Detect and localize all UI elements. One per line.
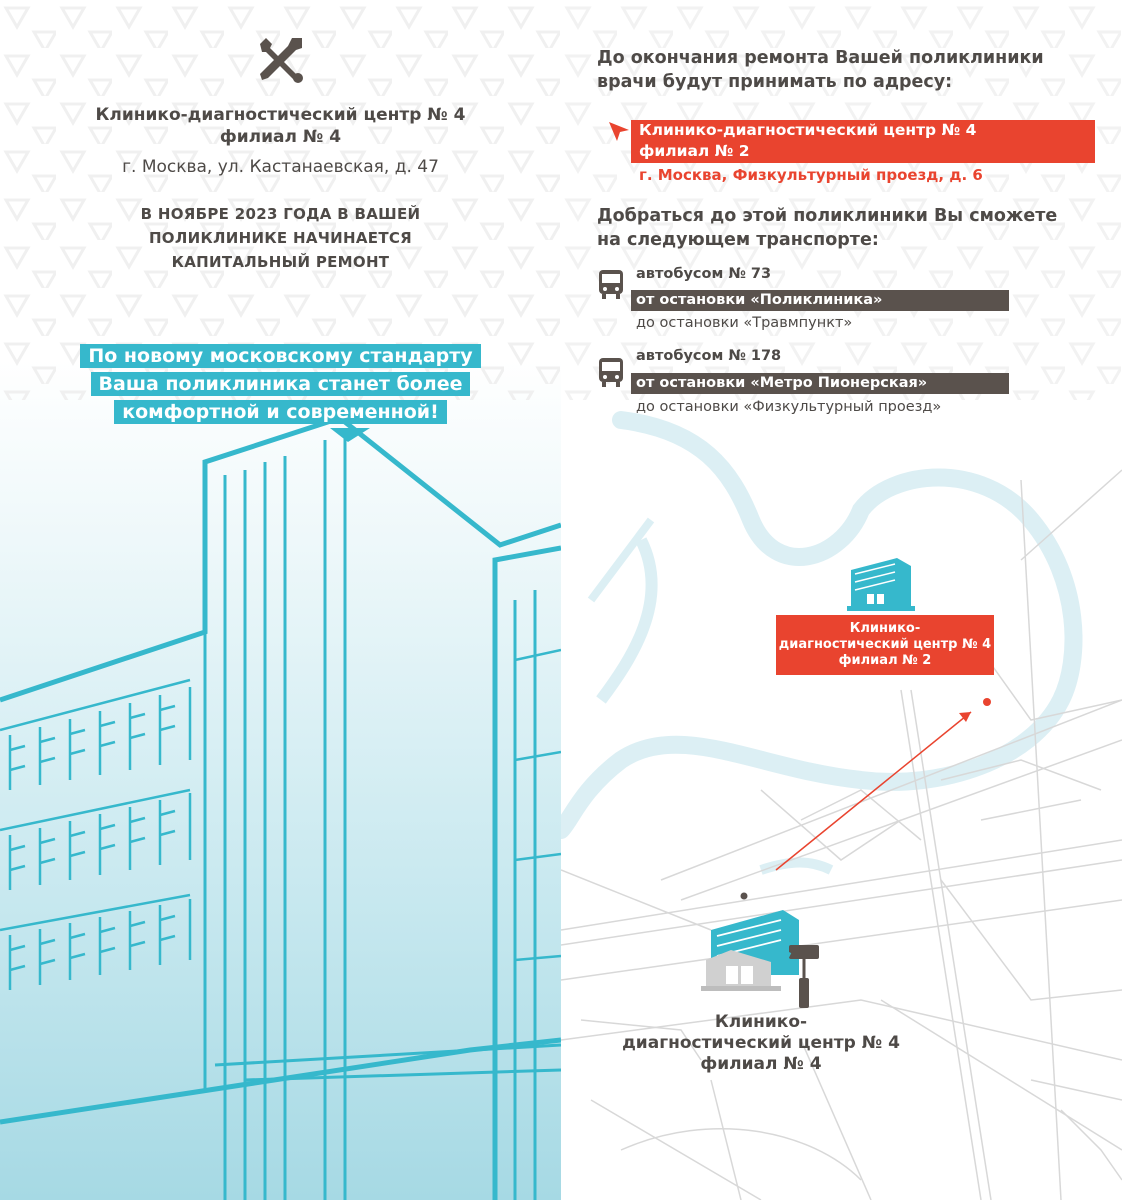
bus2-from: от остановки «Метро Пионерская» <box>631 373 1009 394</box>
clinic-title-line2: филиал № 4 <box>219 127 342 147</box>
transport-line2: на следующем транспорте: <box>597 230 879 250</box>
standard-callout <box>0 342 561 426</box>
route-line <box>776 712 971 870</box>
callout-line1: По новому московскому стандарту <box>80 344 480 368</box>
building-icon <box>847 558 915 611</box>
bus2-route: автобусом № 178 <box>636 348 782 364</box>
clinic-title-line1: Клинико-диагностический центр № 4 <box>95 105 466 125</box>
clinic-title <box>0 104 561 148</box>
clinic-address: г. Москва, ул. Кастанаевская, д. 47 <box>122 157 439 177</box>
paint-roller-icon <box>701 910 819 1008</box>
bus2-to: до остановки «Физкультурный проезд» <box>636 399 942 415</box>
transport-line1: Добраться до этой поликлиники Вы сможете <box>597 206 1058 226</box>
intro-line2: врачи будут принимать по адресу: <box>597 72 953 92</box>
repair-notice-line2: ПОЛИКЛИНИКЕ НАЧИНАЕТСЯ <box>148 229 413 247</box>
callout-pointer <box>330 428 370 444</box>
callout-line2: Ваша поликлиника станет более <box>91 372 471 396</box>
map-target-label <box>776 615 994 675</box>
target-address: г. Москва, Физкультурный проезд, д. 6 <box>639 166 983 184</box>
map-current-line2: диагностический центр № 4 <box>622 1033 900 1053</box>
target-clinic-line1: Клинико-диагностический центр № 4 <box>639 121 977 139</box>
repair-notice-line3: КАПИТАЛЬНЫЙ РЕМОНТ <box>171 253 390 271</box>
map-target-line3: филиал № 2 <box>838 653 932 668</box>
map-target-line2: диагностический центр № 4 <box>778 637 992 652</box>
bus1-route: автобусом № 73 <box>636 266 772 282</box>
bus1-from: от остановки «Поликлиника» <box>631 290 1009 311</box>
map-target-line1: Клинико- <box>849 621 921 636</box>
right-panel <box>561 0 1122 1200</box>
current-marker <box>741 893 748 900</box>
wrench-screwdriver-icon <box>254 34 306 84</box>
intro-line1: До окончания ремонта Вашей поликлиники <box>597 48 1044 68</box>
bus1-to: до остановки «Травмпункт» <box>636 315 853 331</box>
target-marker <box>983 698 991 706</box>
repair-notice-line1: В НОЯБРЕ 2023 ГОДА В ВАШЕЙ <box>140 205 421 223</box>
callout-line3: комфортной и современной! <box>114 400 447 424</box>
map-current-label <box>591 1012 931 1075</box>
repair-notice <box>0 202 561 274</box>
map-current-line1: Клинико- <box>714 1012 808 1032</box>
map-current-line3: филиал № 4 <box>700 1054 822 1074</box>
target-clinic-line2: филиал № 2 <box>639 142 750 160</box>
